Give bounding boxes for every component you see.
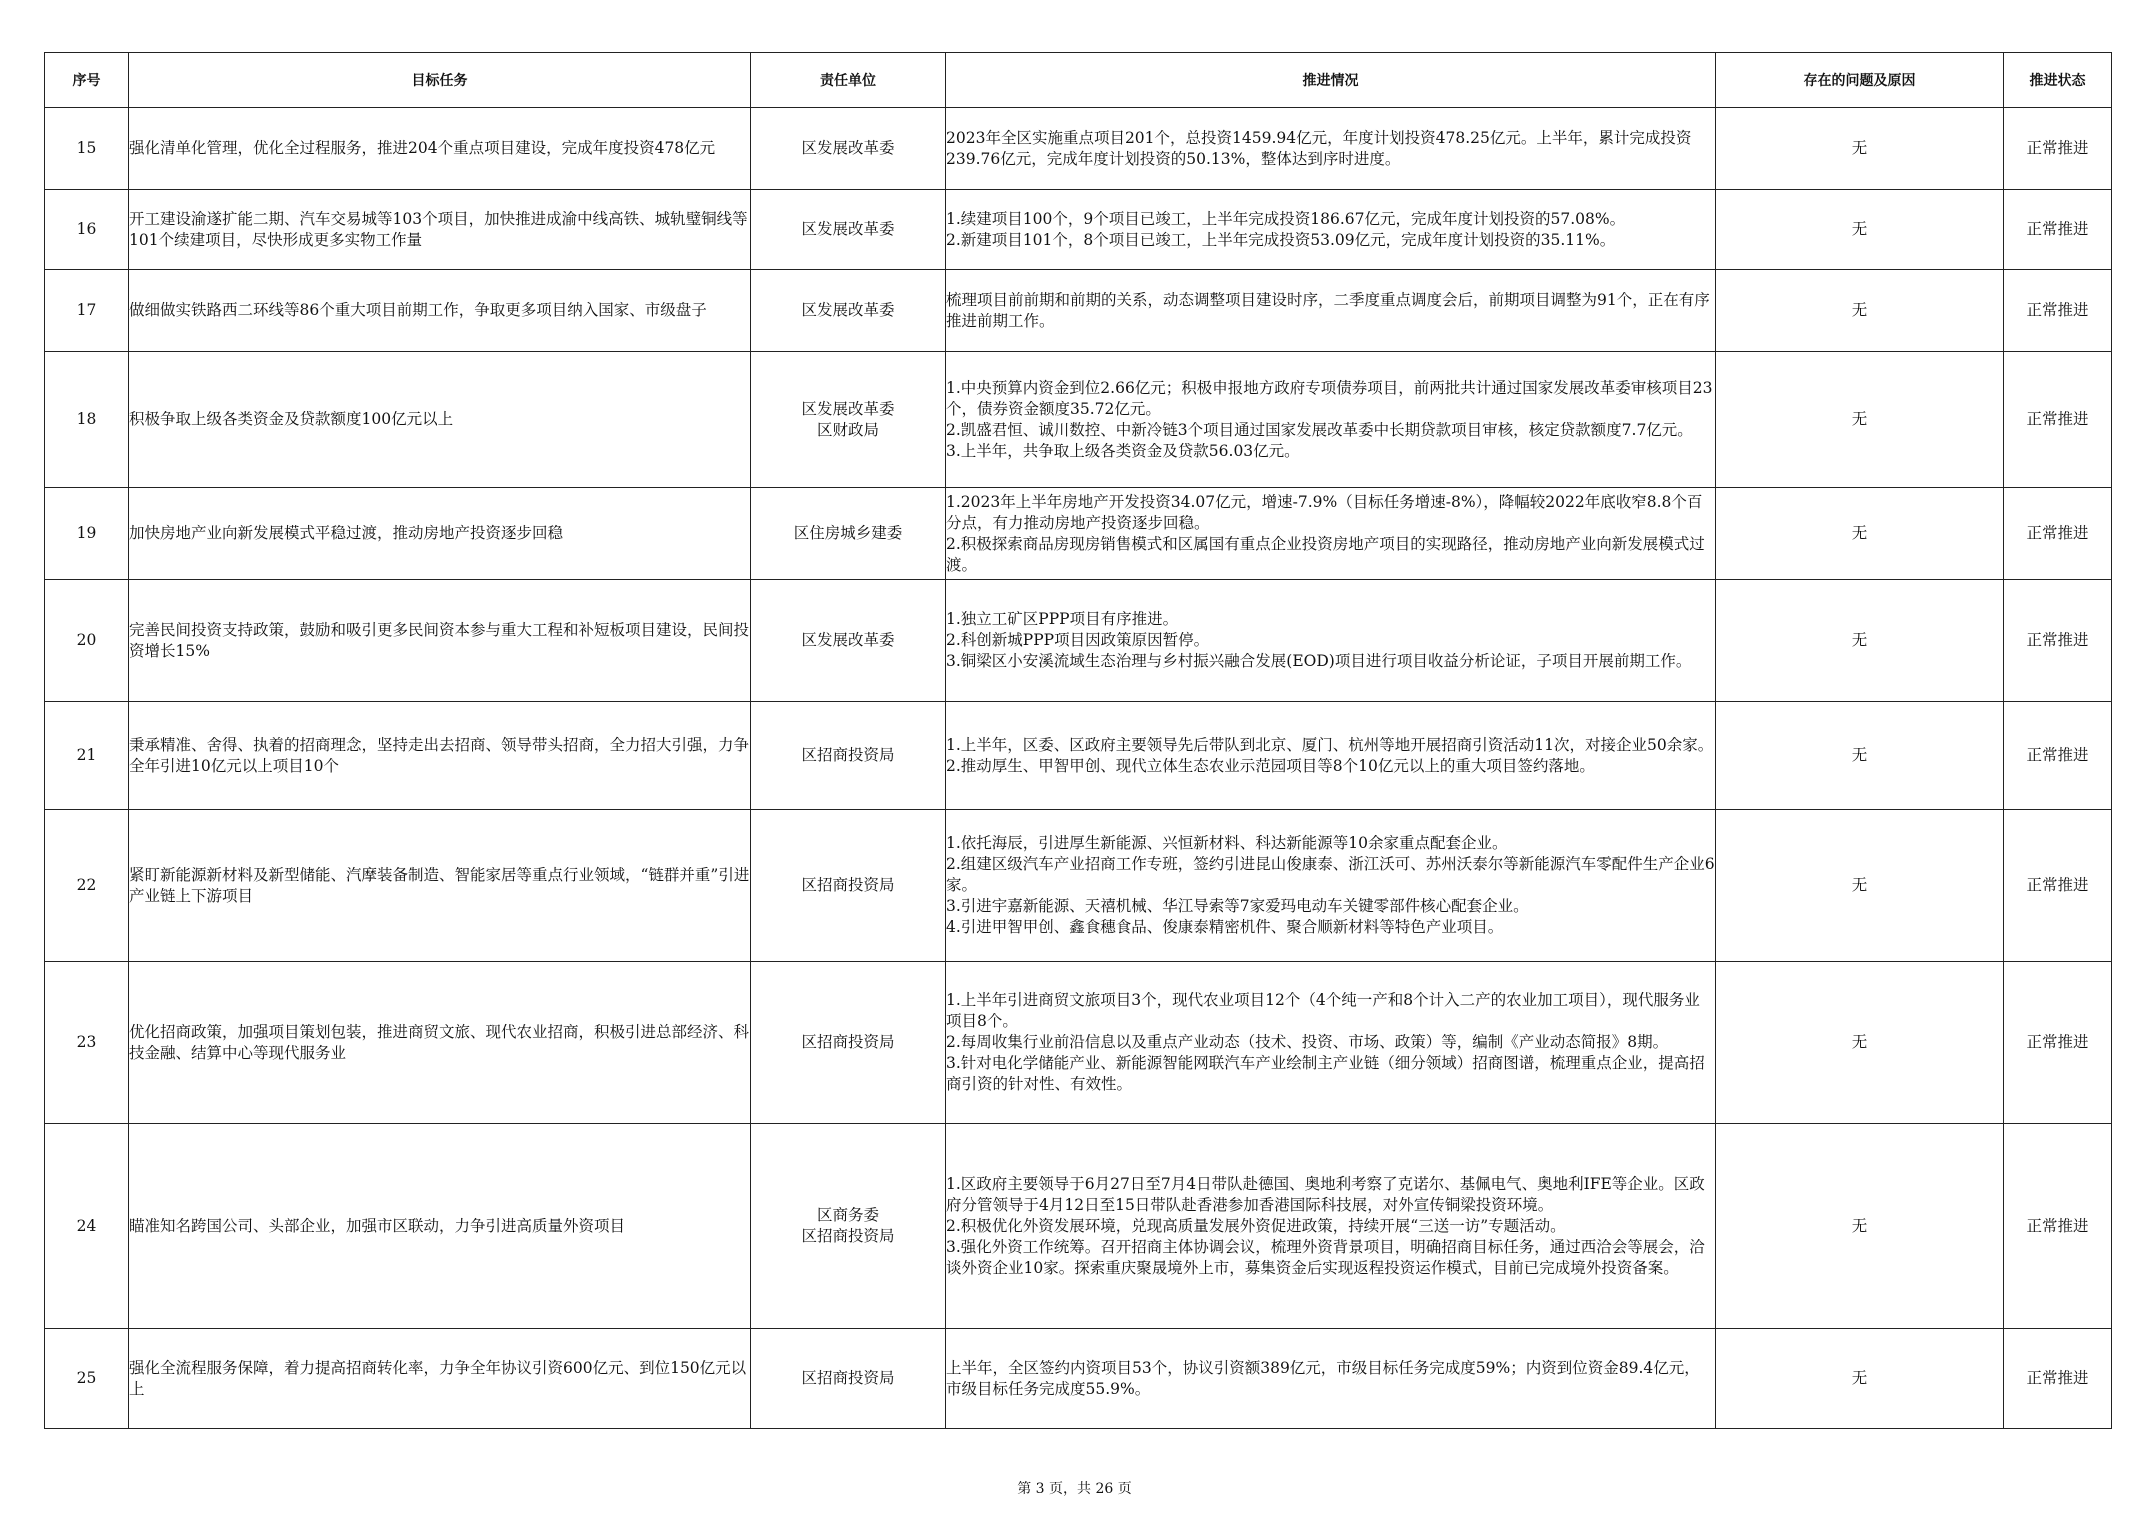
- row-target-task: 开工建设渝遂扩能二期、汽车交易城等103个项目，加快推进成渝中线高铁、城轨璧铜线等101个续建项目，尽快形成更多实物工作量: [129, 190, 751, 270]
- row-status: 正常推进: [2004, 352, 2112, 488]
- row-target-task: 积极争取上级各类资金及贷款额度100亿元以上: [129, 352, 751, 488]
- progress-item: 3.强化外资工作统筹。召开招商主体协调会议，梳理外资背景项目，明确招商目标任务，通过西洽会等展会，洽谈外资企业10家。探索重庆聚晟境外上市，募集资金后实现返程投资运作模式，目前已完成境外投资备案。: [946, 1237, 1705, 1277]
- progress-item: 4.引进甲智甲创、鑫食穗食品、俊康泰精密机件、聚合顺新材料等特色产业项目。: [946, 918, 1504, 936]
- progress-item: 2023年全区实施重点项目201个，总投资1459.94亿元，年度计划投资478.25亿元。上半年，累计完成投资239.76亿元，完成年度计划投资的50.13%，整体达到序时进度。: [946, 128, 1692, 168]
- row-progress: [946, 702, 1716, 810]
- table-row: [45, 270, 2112, 352]
- progress-item: 2.组建区级汽车产业招商工作专班，签约引进昆山俊康泰、浙江沃可、苏州沃泰尔等新能源汽车零配件生产企业6家。: [946, 855, 1715, 894]
- row-responsible-unit: [751, 1124, 946, 1329]
- row-serial-number: 18: [45, 352, 129, 488]
- row-serial-number: 19: [45, 488, 129, 580]
- row-progress: [946, 1329, 1716, 1429]
- progress-item: 1.中央预算内资金到位2.66亿元；积极申报地方政府专项债券项目，前两批共计通过国家发展改革委审核项目23个，债券资金额度35.72亿元。: [946, 378, 1713, 418]
- header-responsible-unit: 责任单位: [751, 53, 946, 108]
- row-issues: 无: [1716, 270, 2004, 352]
- table-row: [45, 190, 2112, 270]
- row-target-task: 瞄准知名跨国公司、头部企业，加强市区联动，力争引进高质量外资项目: [129, 1124, 751, 1329]
- table-header-row: [45, 53, 2112, 108]
- progress-item: 1.区政府主要领导于6月27日至7月4日带队赴德国、奥地利考察了克诺尔、基佩电气、奥地利IFE等企业。区政府分管领导于4月12日至15日带队赴香港参加香港国际科技展，对外宣传铜梁投资环境。: [946, 1174, 1705, 1214]
- progress-item: 2.每周收集行业前沿信息以及重点产业动态（技术、投资、市场、政策）等，编制《产业动态简报》8期。: [946, 1033, 1669, 1051]
- header-serial-number: 序号: [45, 53, 129, 108]
- table-row: [45, 1124, 2112, 1329]
- row-responsible-unit: [751, 352, 946, 488]
- progress-item: 2.积极优化外资发展环境，兑现高质量发展外资促进政策，持续开展“三送一访”专题活动。: [946, 1216, 1566, 1235]
- row-responsible-unit: [751, 1329, 946, 1429]
- row-serial-number: 25: [45, 1329, 129, 1429]
- row-progress: [946, 488, 1716, 580]
- row-status: 正常推进: [2004, 702, 2112, 810]
- progress-item: 3.铜梁区小安溪流域生态治理与乡村振兴融合发展(EOD)项目进行项目收益分析论证，子项目开展前期工作。: [946, 652, 1692, 670]
- row-status: 正常推进: [2004, 190, 2112, 270]
- row-issues: 无: [1716, 580, 2004, 702]
- row-status: 正常推进: [2004, 108, 2112, 190]
- row-status: 正常推进: [2004, 580, 2112, 702]
- row-progress: [946, 352, 1716, 488]
- row-status: 正常推进: [2004, 1124, 2112, 1329]
- progress-item: 1.独立工矿区PPP项目有序推进。: [946, 610, 1179, 628]
- table-row: [45, 488, 2112, 580]
- row-serial-number: 16: [45, 190, 129, 270]
- row-responsible-unit: [751, 190, 946, 270]
- row-target-task: 加快房地产业向新发展模式平稳过渡，推动房地产投资逐步回稳: [129, 488, 751, 580]
- row-target-task: 秉承精准、舍得、执着的招商理念，坚持走出去招商、领导带头招商，全力招大引强，力争全年引进10亿元以上项目10个: [129, 702, 751, 810]
- progress-table: [44, 52, 2112, 1429]
- table-row: [45, 108, 2112, 190]
- row-issues: 无: [1716, 108, 2004, 190]
- row-progress: [946, 270, 1716, 352]
- unit-line: 区发展改革委: [801, 139, 895, 157]
- progress-item: 1.续建项目100个，9个项目已竣工，上半年完成投资186.67亿元，完成年度计划投资的57.08%。: [946, 209, 1626, 228]
- progress-item: 1.2023年上半年房地产开发投资34.07亿元，增速-7.9%（目标任务增速-8%），降幅较2022年底收窄8.8个百分点，有力推动房地产投资逐步回稳。: [946, 492, 1703, 532]
- row-progress: [946, 1124, 1716, 1329]
- table-row: [45, 580, 2112, 702]
- progress-item: 1.依托海辰，引进厚生新能源、兴恒新材料、科达新能源等10余家重点配套企业。: [946, 834, 1508, 852]
- row-serial-number: 17: [45, 270, 129, 352]
- progress-item: 上半年，全区签约内资项目53个，协议引资额389亿元，市级目标任务完成度59%；内资到位资金89.4亿元，市级目标任务完成度55.9%。: [946, 1358, 1700, 1398]
- progress-item: 3.针对电化学储能产业、新能源智能网联汽车产业绘制主产业链（细分领域）招商图谱，梳理重点企业，提高招商引资的针对性、有效性。: [946, 1054, 1705, 1093]
- progress-item: 2.新建项目101个，8个项目已竣工，上半年完成投资53.09亿元，完成年度计划投资的35.11%。: [946, 230, 1616, 249]
- progress-item: 1.上半年引进商贸文旅项目3个，现代农业项目12个（4个纯一产和8个计入二产的农业加工项目），现代服务业项目8个。: [946, 991, 1700, 1030]
- unit-line: 区住房城乡建委: [793, 524, 903, 542]
- row-status: 正常推进: [2004, 488, 2112, 580]
- row-progress: [946, 580, 1716, 702]
- row-progress: [946, 108, 1716, 190]
- table-body: [45, 108, 2112, 1429]
- table-row: [45, 352, 2112, 488]
- row-target-task: 强化全流程服务保障，着力提高招商转化率，力争全年协议引资600亿元、到位150亿元以上: [129, 1329, 751, 1429]
- row-serial-number: 24: [45, 1124, 129, 1329]
- unit-line: 区财政局: [816, 420, 879, 439]
- progress-item: 3.上半年，共争取上级各类资金及贷款56.03亿元。: [946, 441, 1300, 460]
- row-issues: 无: [1716, 190, 2004, 270]
- unit-line: 区发展改革委: [801, 220, 895, 238]
- row-issues: 无: [1716, 488, 2004, 580]
- row-responsible-unit: [751, 108, 946, 190]
- row-issues: 无: [1716, 1329, 2004, 1429]
- unit-line: 区发展改革委: [801, 631, 895, 649]
- header-issues: 存在的问题及原因: [1716, 53, 2004, 108]
- progress-item: 2.科创新城PPP项目因政策原因暂停。: [946, 631, 1210, 649]
- row-issues: 无: [1716, 1124, 2004, 1329]
- progress-item: 2.凯盛君恒、诚川数控、中新冷链3个项目通过国家发展改革委中长期贷款项目审核，核定贷款额度7.7亿元。: [946, 420, 1693, 439]
- row-target-task: 强化清单化管理，优化全过程服务，推进204个重点项目建设，完成年度投资478亿元: [129, 108, 751, 190]
- progress-item: 1.上半年，区委、区政府主要领导先后带队到北京、厦门、杭州等地开展招商引资活动11次，对接企业50余家。: [946, 735, 1714, 754]
- page-footer: 第 3 页，共 26 页: [1017, 1481, 1132, 1497]
- row-status: 正常推进: [2004, 810, 2112, 962]
- row-status: 正常推进: [2004, 1329, 2112, 1429]
- row-serial-number: 22: [45, 810, 129, 962]
- unit-line: 区招商投资局: [801, 746, 895, 764]
- row-responsible-unit: [751, 810, 946, 962]
- unit-line: 区发展改革委: [801, 301, 895, 319]
- row-responsible-unit: [751, 270, 946, 352]
- header-progress: 推进情况: [946, 53, 1716, 108]
- row-serial-number: 21: [45, 702, 129, 810]
- unit-line: 区发展改革委: [801, 399, 895, 418]
- row-status: 正常推进: [2004, 962, 2112, 1124]
- row-responsible-unit: [751, 962, 946, 1124]
- unit-line: 区招商投资局: [801, 876, 895, 894]
- row-target-task: 紧盯新能源新材料及新型储能、汽摩装备制造、智能家居等重点行业领域，“链群并重”引进产业链上下游项目: [129, 810, 751, 962]
- row-issues: 无: [1716, 810, 2004, 962]
- row-target-task: 优化招商政策，加强项目策划包装，推进商贸文旅、现代农业招商，积极引进总部经济、科技金融、结算中心等现代服务业: [129, 962, 751, 1124]
- progress-item: 2.推动厚生、甲智甲创、现代立体生态农业示范园项目等8个10亿元以上的重大项目签约落地。: [946, 756, 1595, 775]
- progress-item: 梳理项目前前期和前期的关系，动态调整项目建设时序，二季度重点调度会后，前期项目调整为91个，正在有序推进前期工作。: [946, 290, 1710, 330]
- row-serial-number: 23: [45, 962, 129, 1124]
- table-row: [45, 1329, 2112, 1429]
- unit-line: 区招商投资局: [801, 1369, 895, 1387]
- row-responsible-unit: [751, 702, 946, 810]
- row-serial-number: 15: [45, 108, 129, 190]
- table-row: [45, 702, 2112, 810]
- unit-line: 区招商投资局: [801, 1227, 895, 1245]
- row-issues: 无: [1716, 702, 2004, 810]
- row-target-task: 做细做实铁路西二环线等86个重大项目前期工作，争取更多项目纳入国家、市级盘子: [129, 270, 751, 352]
- table-row: [45, 810, 2112, 962]
- row-progress: [946, 810, 1716, 962]
- row-issues: 无: [1716, 352, 2004, 488]
- row-responsible-unit: [751, 488, 946, 580]
- header-target-task: 目标任务: [129, 53, 751, 108]
- unit-line: 区商务委: [816, 1206, 879, 1224]
- header-status: 推进状态: [2004, 53, 2112, 108]
- row-serial-number: 20: [45, 580, 129, 702]
- progress-item: 3.引进宇嘉新能源、天禧机械、华江导索等7家爱玛电动车关键零部件核心配套企业。: [946, 897, 1529, 915]
- row-progress: [946, 962, 1716, 1124]
- table-row: [45, 962, 2112, 1124]
- row-responsible-unit: [751, 580, 946, 702]
- row-issues: 无: [1716, 962, 2004, 1124]
- row-status: 正常推进: [2004, 270, 2112, 352]
- progress-item: 2.积极探索商品房现房销售模式和区属国有重点企业投资房地产项目的实现路径，推动房地产业向新发展模式过渡。: [946, 534, 1705, 574]
- row-target-task: 完善民间投资支持政策，鼓励和吸引更多民间资本参与重大工程和补短板项目建设，民间投资增长15%: [129, 580, 751, 702]
- unit-line: 区招商投资局: [801, 1033, 895, 1051]
- row-progress: [946, 190, 1716, 270]
